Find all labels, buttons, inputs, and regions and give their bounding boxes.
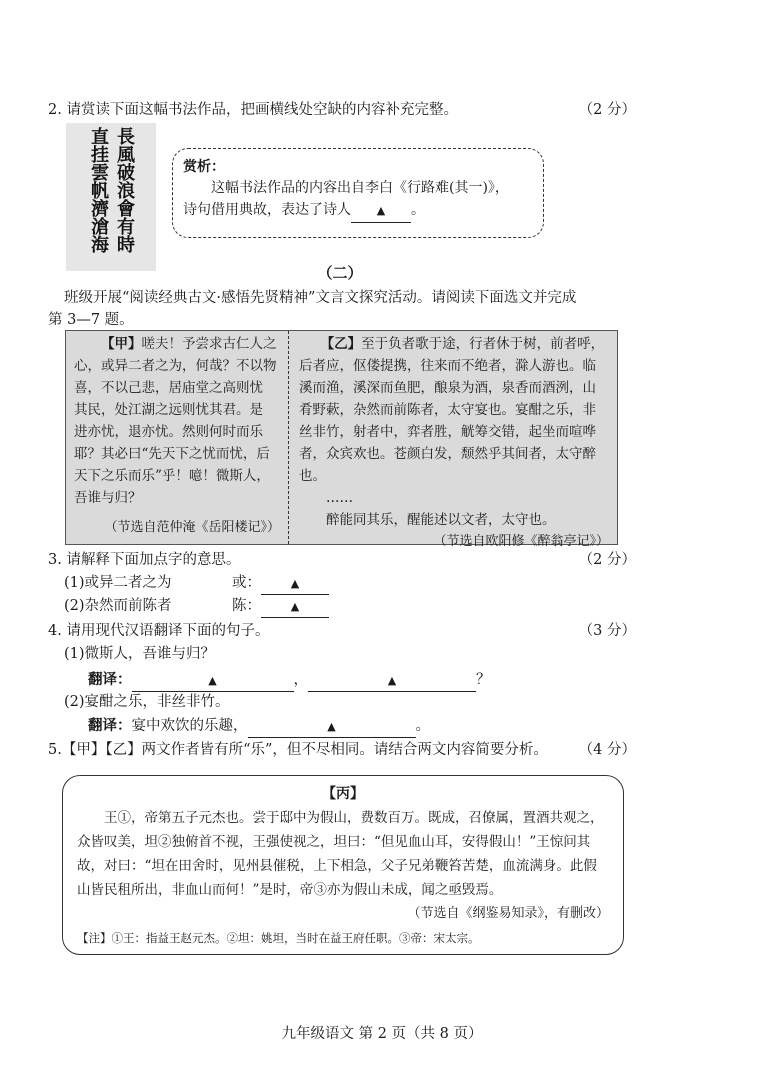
passage-b-line: 醉能同其乐，醒能述以文者，太守也。 [326, 512, 556, 528]
answer-blank-q4-1b[interactable] [308, 670, 476, 692]
passage-b-line: 肴野蔌，杂然而前陈者，太守宴也。宴酣之乐，非 [299, 402, 596, 418]
blank-triangle-icon: ▲ [327, 720, 336, 733]
q3-item-1-answer [232, 573, 329, 595]
q2-score: （2 分） [578, 102, 636, 118]
passage-a-line: 天下之乐而乐”乎！噫！微斯人， [74, 468, 270, 484]
appreciation-line1: 这幅书法作品的内容出自李白《行路难(其一)》， [211, 180, 509, 196]
passage-c-note: 【注】①王：指益王赵元杰。②坦：姚坦，当时在益王府任职。③帝：宋太宗。 [77, 931, 480, 945]
passage-c-line: 故，对曰：“坦在田舍时，见州县催税，上下相急，父子兄弟鞭笞苦楚，血流满身。此假 [77, 858, 597, 874]
q3-item-2-phrase: (2)杂然而前陈者 [64, 598, 172, 614]
q4-item-2: (2)宴酣之乐，非丝非竹。 [64, 694, 230, 710]
translation-label: 翻译： [88, 671, 132, 688]
passage-a-tag: 【甲】 [101, 336, 142, 352]
appreciation-label: 赏析： [183, 159, 225, 175]
passage-c-box [62, 775, 624, 955]
q4-period: 。 [415, 718, 430, 734]
section-title: （二） [317, 264, 363, 282]
calligraphy-column-2 [88, 127, 108, 271]
answer-blank-q4-1a[interactable] [132, 670, 294, 692]
passage-b-source: （节选自欧阳修《醉翁亭记》） [433, 534, 609, 549]
q3-item-1-key: 或： [232, 575, 261, 591]
answer-blank-q3-1[interactable] [261, 573, 329, 595]
passage-b-line: 后者应，伛偻提携，往来而不绝者，滁人游也。临 [299, 358, 596, 374]
passage-a [66, 331, 289, 544]
passage-a-line: 嗟夫！予尝求古仁人之 [141, 336, 277, 352]
blank-triangle-icon: ▲ [290, 577, 300, 590]
calligraphy-text-2: 直挂雲帆濟滄海 [88, 127, 109, 253]
passage-a-line: 吾谁与归？ [74, 490, 142, 506]
passage-b-line: …… [326, 490, 353, 506]
intro-line2: 第 3—7 题。 [48, 312, 134, 328]
answer-blank-q3-2[interactable] [261, 596, 329, 618]
q3-item-2 [64, 596, 172, 616]
passage-c-line: 众皆叹美，坦②独俯首不视，王强使视之，坦曰：“但见血山耳，安得假山！”王惊问其 [77, 834, 591, 850]
passage-a-line: 心，或异二者之为，何哉？不以物 [74, 358, 277, 374]
q3-item-2-answer [232, 596, 329, 618]
answer-blank-appreciation[interactable] [351, 199, 411, 223]
q4-score: （3 分） [578, 623, 636, 639]
passage-b-line: 者，众宾欢也。苍颜白发，颓然乎其间者，太守醉也。 [299, 446, 596, 484]
passage-c-title: 【丙】 [322, 786, 364, 802]
passage-b-line: 至于负者歌于途，行者休于树，前者呼， [361, 336, 605, 352]
passage-b [289, 331, 617, 549]
passage-a-source: （节选自范仲淹《岳阳楼记》） [104, 520, 280, 535]
calligraphy-column-1 [114, 127, 134, 271]
q2-text: 2. 请赏读下面这幅书法作品，把画横线处空缺的内容补充完整。 [48, 102, 458, 118]
appreciation-box [172, 148, 544, 238]
q4-item-1-translation [88, 670, 491, 692]
appreciation-line2-text: 诗句借用典故，表达了诗人 [183, 202, 351, 218]
passage-b-tag: 【乙】 [320, 336, 362, 352]
blank-triangle-icon: ▲ [387, 674, 397, 687]
q4-item-1: (1)微斯人，吾谁与归？ [64, 646, 216, 662]
passage-a-line: 喜，不以己悲，居庙堂之高则忧 [74, 380, 263, 396]
q3-text: 3. 请解释下面加点字的意思。 [48, 552, 241, 568]
passage-c-line: 王①，帝第五子元杰也。尝于邸中为假山，费数百万。既成，召僚属，置酒共观之， [104, 810, 604, 826]
q4-text: 4. 请用现代汉语翻译下面的句子。 [48, 623, 270, 639]
q4-question-mark: ？ [476, 672, 491, 688]
blank-triangle-icon: ▲ [376, 204, 386, 217]
passage-a-line: 其民，处江湖之远则忧其君。是 [74, 402, 263, 418]
passage-b-line: 丝非竹，射者中，弈者胜，觥筹交错，起坐而喧哗 [299, 424, 596, 440]
q5-text: 5.【甲】【乙】两文作者皆有所“乐”，但不尽相同。请结合两文内容简要分析。 [48, 742, 548, 758]
q3-item-1 [64, 573, 172, 593]
q4-item-2-translation [88, 716, 430, 738]
appreciation-line2-end: 。 [411, 202, 425, 218]
passage-b-line: 溪而渔，溪深而鱼肥，酿泉为酒，泉香而酒洌，山 [299, 380, 596, 396]
calligraphy-image [66, 123, 156, 271]
blank-triangle-icon: ▲ [290, 600, 300, 613]
passage-c-line: 山皆民租所出，非血山而何！”是时，帝③亦为假山未成，闻之亟毁焉。 [77, 882, 503, 898]
appreciation-line2 [183, 199, 533, 223]
intro-line1: 班级开展“阅读经典古文·感悟先贤精神”文言文探究活动。请阅读下面选文并完成 [64, 290, 577, 306]
blank-triangle-icon: ▲ [208, 674, 217, 687]
q5-score: （4 分） [578, 742, 636, 758]
q4-comma: ， [293, 672, 308, 688]
passage-c-source: （节选自《纲鉴易知录》，有删改） [407, 906, 609, 921]
calligraphy-text-1: 長風破浪會有時 [114, 127, 135, 253]
passages-box [65, 330, 618, 549]
answer-blank-q4-2[interactable] [248, 716, 416, 738]
passage-a-line: 耶？其必曰“先天下之忧而忧，后 [74, 446, 270, 462]
q3-score: （2 分） [578, 552, 636, 568]
q3-item-2-key: 陈： [232, 598, 261, 614]
q4-item-2-given: 宴中欢饮的乐趣， [131, 718, 248, 734]
page-footer: 九年级语文 第 2 页（共 8 页） [281, 1026, 483, 1042]
passage-a-line: 进亦忧，退亦忧。然则何时而乐 [74, 424, 263, 440]
translation-label: 翻译： [88, 717, 132, 734]
q3-item-1-phrase: (1)或异二者之为 [64, 575, 172, 591]
